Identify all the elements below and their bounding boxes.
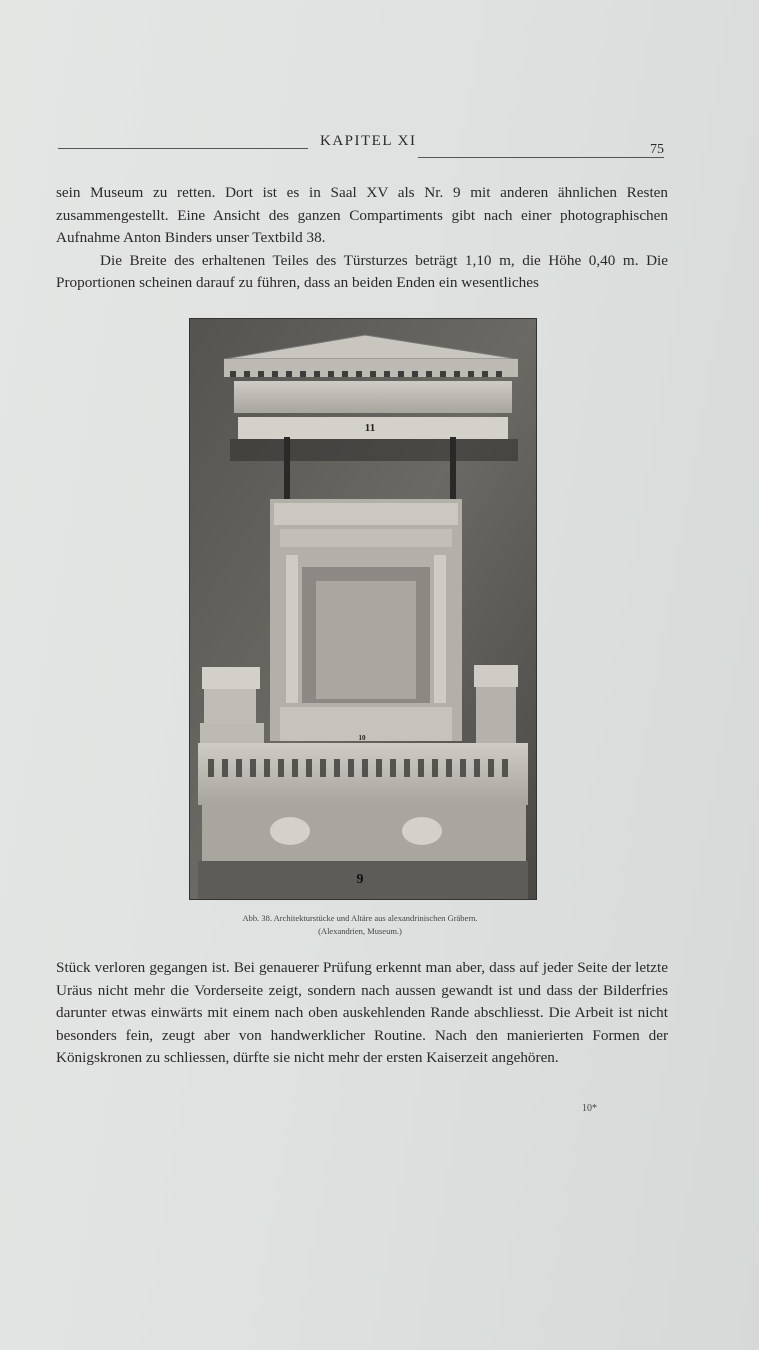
signature-mark: 10* <box>582 1103 597 1114</box>
header-rule-right <box>418 157 664 158</box>
figure-photo <box>189 318 537 900</box>
paragraph-1: sein Museum zu retten. Dort ist es in Saal XV als Nr. 9 mit anderen ähnlichen Resten zusammengestellt. Eine Ansicht des ganzen Compartiments gibt nach einer photographischen Aufnahme Anton Binders unser Textbild 38. <box>56 184 668 246</box>
figure-label-10: 10 <box>358 734 366 742</box>
figure-label-11: 11 <box>364 422 376 434</box>
figure-caption <box>120 912 600 938</box>
architecture-photo <box>190 319 536 899</box>
page-number: 75 <box>650 142 664 157</box>
figure-label-9: 9 <box>356 872 364 887</box>
chapter-title: KAPITEL XI <box>320 133 417 149</box>
paragraph-2: Die Breite des erhaltenen Teiles des Türsturzes beträgt 1,10 m, die Höhe 0,40 m. Die Proportionen scheinen darauf zu führen, dass an beiden Enden ein wesentliches <box>56 251 668 291</box>
caption-line-1: Abb. 38. Architekturstücke und Altäre aus alexandrinischen Gräbern. <box>242 913 478 923</box>
paragraph-3: Stück verloren gegangen ist. Bei genauerer Prüfung erkennt man aber, dass auf jeder Seite der letzte Uräus nicht mehr die Vorderseite zeigt, sondern nach aussen gewandt ist und dass der Bilderfries darunter etwas einwärts mit einem nach oben auskehlenden Rande abschliesst. Die Arbeit ist nicht besonders fein, zeugt aber von handwerklicher Routine. Nach den manierierten Formen der Königskronen zu schliessen, dürfte sie nicht mehr der ersten Kaiserzeit angehören. <box>56 959 668 1066</box>
caption-line-2: (Alexandrien, Museum.) <box>318 926 402 936</box>
body-text-top <box>56 182 668 295</box>
header-rule-left <box>58 148 308 149</box>
running-head <box>58 130 664 160</box>
